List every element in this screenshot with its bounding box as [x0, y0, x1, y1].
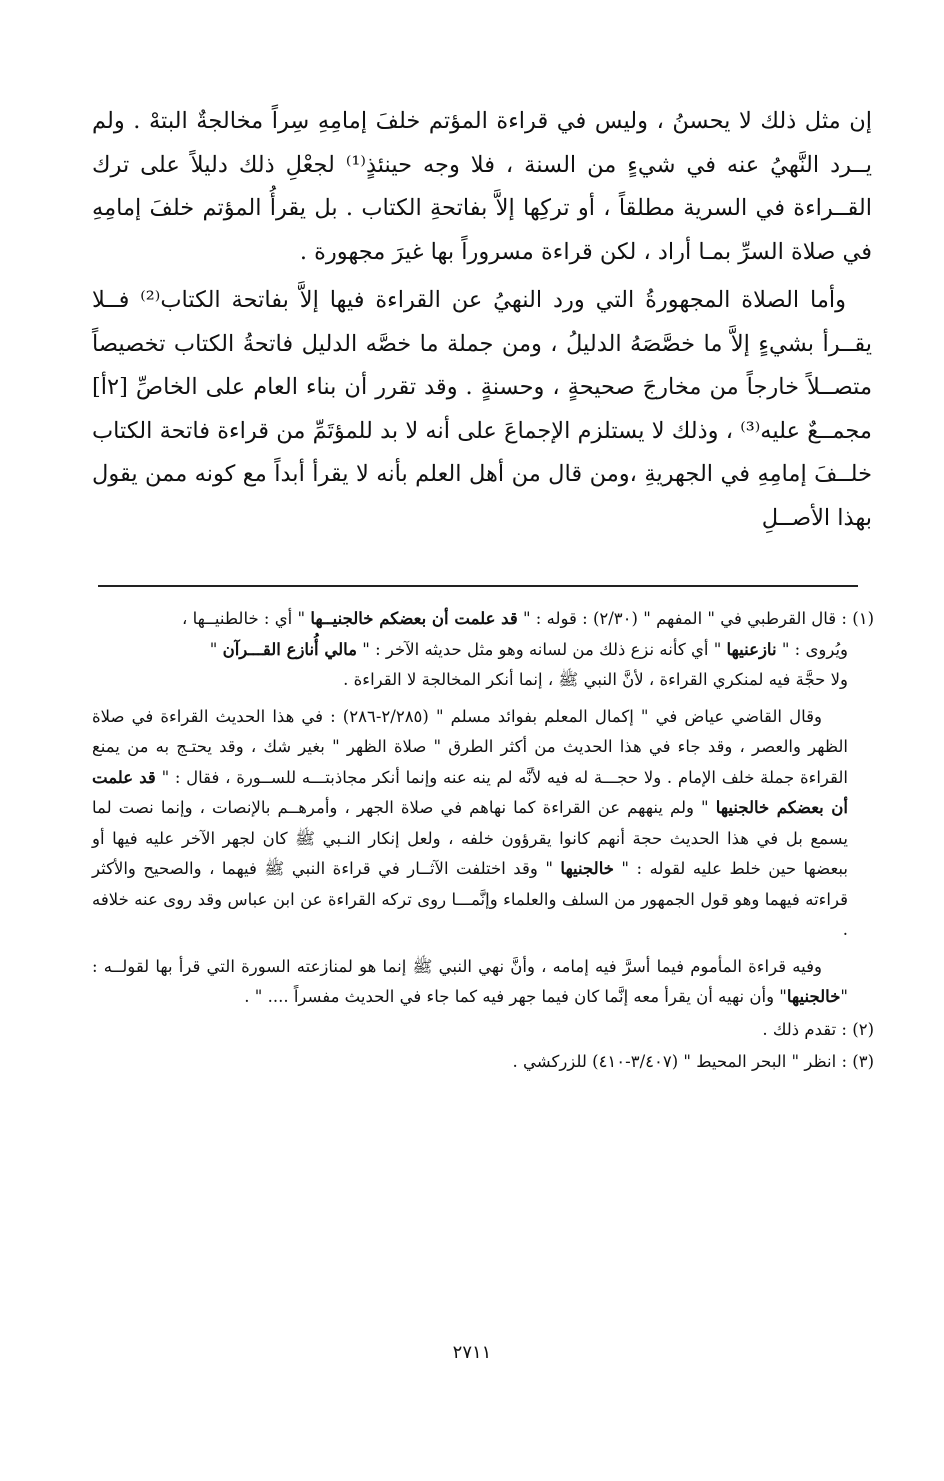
footnote-1-text-b: " أي : خالطنيــها ،: [182, 609, 306, 628]
footnotes: [92, 604, 874, 1078]
footnote-2-text: : تقدم ذلك .: [762, 1019, 847, 1039]
footnote-separator: [98, 585, 858, 587]
main-paragraph-1: إن مثل ذلك لا يحسنُ ، وليس في قراءة المؤتم خلفَ إمامِهِ سِراً مخالجةٌ البتهْ . ولم يــرد النَّهيُ عنه في شيءٍ من السنة ، فلا وجه حينئذٍ⁽¹⁾ لجعْلِ ذلك دليلاً على ترك القــراءة في السرية مطلقاً ، أو تركِها إلاَّ بفاتحةِ الكتاب . بل يقرأُ المؤتم خلفَ إمامِهِ في صلاة السرِّ بمـا أراد ، لكن قراءة مسروراً بها غيرَ مجهورة .: [92, 108, 873, 265]
footnote-1-quote-1: قد علمت أن بعضكم خالجنيــها: [310, 609, 518, 628]
footnote-1-text-a: : قال القرطبي في " المفهم " (٢/٣٠) : قوله : ": [522, 609, 847, 628]
footnote-1-p2-text-c: " وقد اختلفت الآثــار في قراءة النبي ﷺ فيهما ، والصحيح والأكثر قراءته فيهما وهو قول الجمهور من السلف والعلماء وإنَّمـــا روى تركه القراءة عن ابن عباس وقد روى عنه خلافه .: [92, 859, 848, 939]
main-text: [92, 100, 872, 540]
footnote-1-quote-2: نازعنيها: [726, 639, 777, 659]
footnote-1-p3-quote: خالجنيها: [786, 987, 841, 1006]
footnote-1-line-2: [92, 635, 874, 666]
page-number: ٢٧١١: [452, 1342, 492, 1363]
footnote-1-quote-3: مالي أُنازع القـــرآن: [222, 639, 358, 659]
footnote-1-p2-text-a: وقال القاضي عياض في " إكمال المعلم بفوائد مسلم " (٢/٢٨٥-٢٨٦) : في هذا الحديث القراءة في صلاة الظهر والعصر ، وقد جاء في هذا الحديث من أكثر الطرق " صلاة الظهر " بغير شك ، وقد يحتـج به من يمنع القراءة جملة خلف الإمام . ولا حجـــة له فيه لأنَّه لم ينه عنه وإنما أنكر مجاذبتـــه للســورة ، فقال : ": [92, 706, 848, 787]
footnote-1-p3-text-a: وفيه قراءة المأموم فيما أسرَّ فيه إمامه ، وأنَّ نهي النبي ﷺ إنما هو لمنازعته السورة التي قرأ بها لقولــه : ": [92, 956, 848, 1006]
footnote-1-p2-quote-1: قد علمت أن بعضكم خالجنيها: [92, 767, 849, 817]
footnote-3-text: : انظر " البحر المحيط " (٣/٤٠٧-٤١٠) للزركشي .: [512, 1052, 847, 1071]
footnote-1-number: (١): [852, 609, 874, 628]
footnote-1-paragraph-2: [92, 702, 874, 946]
footnote-1-line-1: [92, 604, 874, 635]
footnote-1-text-d: " أي كأنه نزع ذلك من لسانه وهو مثل حديثه الآخر : ": [362, 639, 722, 659]
footnote-1-text-c: ويُروى : ": [781, 639, 848, 659]
main-paragraph-2: وأما الصلاة المجهورةُ التي ورد النهيُ عن القراءة فيها إلاَّ بفاتحة الكتاب⁽²⁾ فــلا يقــرأ بشيءٍ إلاَّ ما خصَّصَهُ الدليلُ ، ومن جملة ما خصَّه الدليل فاتحةُ الكتاب تخصيصاً متصــلاً خارجاً من مخارجَ صحيحةٍ ، وحسنةٍ . وقد تقرر أن بناء العام على الخاصِّ [٢أ] مجمــعٌ عليه⁽³⁾ ، وذلك لا يستلزم الإجماعَ على أنه لا بد للمؤتَمِّ من قراءة فاتحة الكتاب خلــفَ إمامِهِ في الجهريةِ ،ومن قال من أهل العلم بأنه لا يقرأ أبداً مع كونه ممن يقول بهذا الأصــلِ: [92, 287, 872, 531]
footnote-2: [92, 1015, 874, 1046]
footnote-2-number: (٢): [852, 1019, 874, 1039]
footnote-3-number: (٣): [852, 1052, 874, 1071]
footnote-1-p3-text-b: " وأن نهيه أن يقرأ معه إنَّما كان فيما جهر فيه كما جاء في الحديث مفسراً .... " .: [244, 987, 787, 1006]
footnote-1: [92, 604, 874, 1013]
footnote-1-text-e: ": [209, 639, 218, 659]
footnote-1-p2-text-b: " ولم ينههم عن القراءة كما نهاهم في صلاة الجهر ، وأمرهــم بالإنصات ، وإنما نصت لما يسمع بل في هذا الحديث حجة أنهم كانوا يقرؤون خلفه ، ولعل إنكار النـبي ﷺ كان لجهر الآخر عليه فيها أو ببعضها حين خلط عليه لقوله : ": [92, 798, 848, 878]
footnote-1-line-3: ولا حجَّة فيه لمنكري القراءة ، لأنَّ النبي ﷺ ، إنما أنكر المخالجة لا القراءة .: [343, 670, 848, 689]
footnote-3: [92, 1047, 874, 1078]
footnote-1-paragraph-3: [92, 952, 874, 1013]
footnote-2-line: [92, 1015, 874, 1046]
footnote-3-line: [92, 1047, 874, 1078]
footnote-1-p2-quote-2: خالجنيها: [560, 859, 614, 878]
